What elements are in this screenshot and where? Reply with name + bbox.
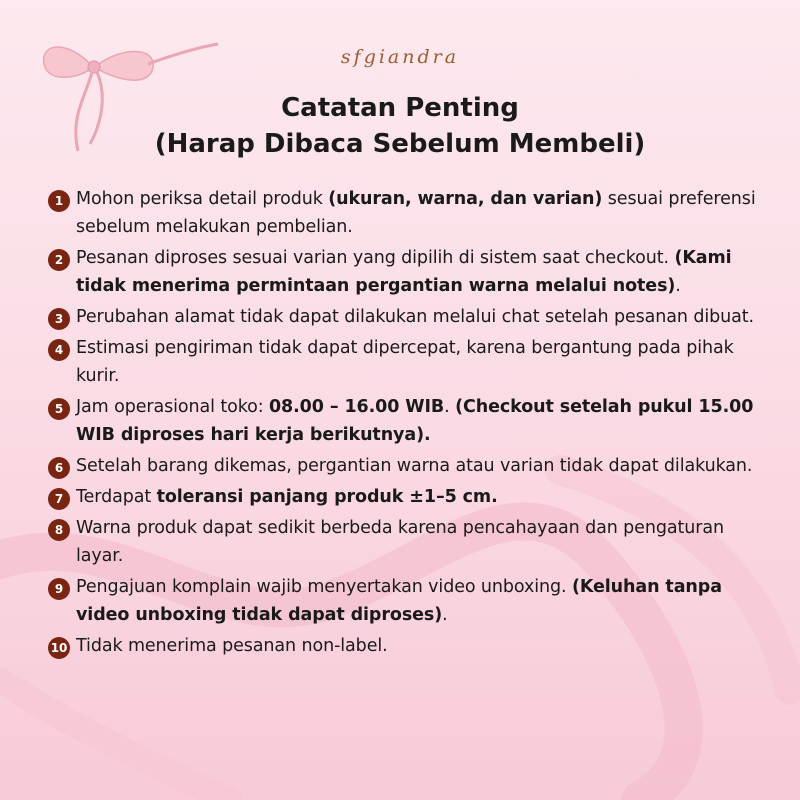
list-item: 3 Perubahan alamat tidak dapat dilakukan melalui chat setelah pesanan dibuat. — [48, 303, 770, 331]
list-item: 7 Terdapat toleransi panjang produk ±1–5 cm. — [48, 483, 770, 511]
title-line-1: Catatan Penting — [281, 93, 519, 123]
number-badge: 4 — [48, 339, 70, 361]
list-item: 8 Warna produk dapat sedikit berbeda karena pencahayaan dan pengaturan layar. — [48, 514, 770, 570]
number-badge: 9 — [48, 578, 70, 600]
list-item: 5 Jam operasional toko: 08.00 – 16.00 WIB. (Checkout setelah pukul 15.00 WIB diproses hari kerja berikutnya). — [48, 393, 770, 449]
number-badge: 10 — [48, 637, 70, 659]
list-item: 6 Setelah barang dikemas, pergantian warna atau varian tidak dapat dilakukan. — [48, 452, 770, 480]
number-badge: 5 — [48, 398, 70, 420]
list-item: 1 Mohon periksa detail produk (ukuran, warna, dan varian) sesuai preferensi sebelum melakukan pembelian. — [48, 185, 770, 241]
list-item: 10 Tidak menerima pesanan non-label. — [48, 632, 770, 660]
number-badge: 8 — [48, 519, 70, 541]
brand-name: sfgiandra — [340, 46, 460, 68]
title-line-2: (Harap Dibaca Sebelum Membeli) — [154, 129, 646, 159]
list-item: 4 Estimasi pengiriman tidak dapat dipercepat, karena bergantung pada pihak kurir. — [48, 334, 770, 390]
number-badge: 6 — [48, 457, 70, 479]
number-badge: 7 — [48, 488, 70, 510]
list-item: 9 Pengajuan komplain wajib menyertakan video unboxing. (Keluhan tanpa video unboxing tidak dapat diproses). — [48, 573, 770, 629]
number-badge: 1 — [48, 190, 70, 212]
page-title — [0, 90, 800, 162]
notes-list — [48, 185, 770, 663]
list-item: 2 Pesanan diproses sesuai varian yang dipilih di sistem saat checkout. (Kami tidak menerima permintaan pergantian warna melalui notes). — [48, 244, 770, 300]
number-badge: 2 — [48, 249, 70, 271]
number-badge: 3 — [48, 308, 70, 330]
